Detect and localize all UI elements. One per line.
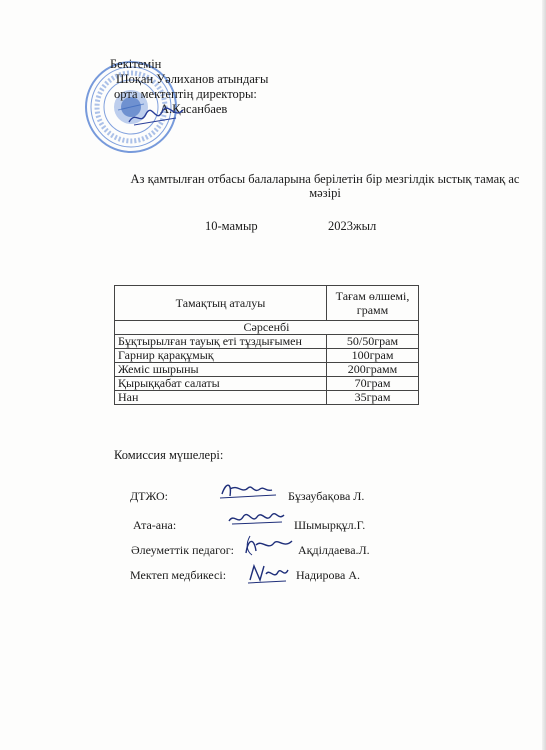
member-role: Мектеп медбикесі:: [130, 568, 227, 582]
signature-social-pedagogue: [242, 533, 298, 559]
menu-dish: Қырыққабат салаты: [115, 377, 327, 391]
table-row: [115, 349, 419, 363]
member-name: Бұзаубақова Л.: [288, 489, 365, 503]
menu-dish: Нан: [115, 391, 327, 405]
director-signature: [126, 104, 186, 130]
menu-amount: 70грам: [327, 377, 419, 391]
approval-line-director-name: А.Қасанбаев: [160, 102, 228, 116]
menu-header-portion: Тағам өлшемі, грамм: [327, 286, 419, 321]
commission-heading: Комиссия мүшелері:: [114, 448, 224, 462]
document-title: Аз қамтылған отбасы балаларына берілетін бір мезгілдік ыстық тамақ ас мәзірі: [130, 172, 520, 200]
approval-line-school: Шоқан Уәлиханов атындағы: [116, 72, 269, 86]
menu-amount: 100грам: [327, 349, 419, 363]
member-name: Надирова А.: [296, 568, 361, 582]
member-role: ДТЖО:: [130, 489, 168, 503]
document-date: 10-мамыр: [205, 219, 258, 233]
menu-header-dish: Тамақтың аталуы: [115, 286, 327, 321]
table-row: [115, 363, 419, 377]
menu-amount: 200грамм: [327, 363, 419, 377]
page-edge-shadow: [542, 0, 546, 750]
member-role: Әлеуметтік педагог:: [131, 543, 234, 557]
menu-amount: 50/50грам: [327, 335, 419, 349]
document-year: 2023жыл: [328, 219, 377, 233]
member-name: Ақділдаева.Л.: [298, 543, 370, 557]
menu-dish: Жеміс шырыны: [115, 363, 327, 377]
signature-parent: [226, 509, 288, 529]
table-row: [115, 377, 419, 391]
signature-school-nurse: [246, 562, 292, 586]
approval-line-position: орта мектептің директоры:: [114, 87, 257, 101]
member-name: Шымырқұл.Г.: [294, 518, 366, 532]
table-row: [115, 391, 419, 405]
table-row: [115, 335, 419, 349]
member-role: Ата-ана:: [133, 518, 177, 532]
menu-table-header-row: [115, 286, 419, 321]
signature-dtzho: [218, 480, 280, 502]
menu-amount: 35грам: [327, 391, 419, 405]
menu-table: [114, 285, 419, 405]
menu-section-row: [115, 321, 419, 335]
menu-section-day: Сәрсенбі: [115, 321, 419, 335]
menu-dish: Гарнир қарақұмық: [115, 349, 327, 363]
approval-line-approve: Бекітемін: [110, 57, 162, 71]
menu-dish: Бұқтырылған тауық еті тұздығымен: [115, 335, 327, 349]
